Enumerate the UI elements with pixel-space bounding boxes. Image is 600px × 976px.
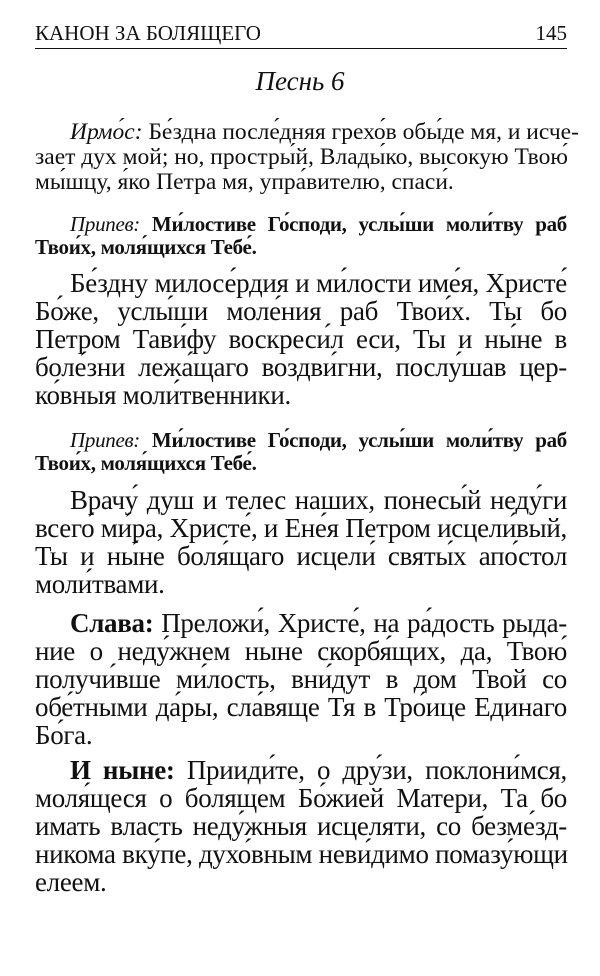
line-text: всего́ ми́ра, Христе́, и Ене́я Петром исцели́вый, <box>35 513 567 543</box>
line-text: Прииди́те, о дру́зи, поклони́мся, <box>186 755 567 785</box>
line-text: Бе́здну милосе́рдия и ми́лости име́я, Христе́ <box>70 268 567 298</box>
paragraph-label: И ныне: <box>70 755 175 785</box>
line-text: Ми́лостиве Го́споди, услы́ши моли́тву раб <box>151 428 568 452</box>
text-line <box>35 353 567 381</box>
paragraph-label: Слава: <box>70 608 154 638</box>
text-line <box>35 297 567 325</box>
refrain-paragraph <box>35 429 567 475</box>
line-text: Петром Тави́фу воскреси́л еси, Ты и ны́не в <box>35 324 567 354</box>
text-line <box>35 486 567 514</box>
text-line <box>35 812 567 840</box>
text-line <box>35 570 567 598</box>
text-line <box>35 868 567 896</box>
text-line <box>35 452 567 475</box>
troparion-paragraph <box>35 269 567 409</box>
line-text: зает дух мой; но, простры́й, Влады́ко, высокую Твою́ <box>35 144 568 170</box>
text-line <box>35 514 567 542</box>
irmos-paragraph <box>35 119 579 195</box>
text-line <box>35 542 567 570</box>
troparion-paragraph <box>35 486 567 598</box>
line-text: ние о неду́жнем ныне скорбя́щих, да, Твою́ <box>35 636 567 666</box>
line-text: получи́вше ми́лость, вни́дут в дом Твой со <box>35 664 567 694</box>
line-text: ко́вныя моли́твенники. <box>35 380 291 410</box>
line-text: елеем. <box>35 867 107 897</box>
line-text: моля́щеся о болящем Бо́жией Матери, Та бо <box>35 783 567 813</box>
text-line <box>35 756 567 784</box>
text-line <box>35 693 567 721</box>
line-text: Ми́лостиве Го́споди, услы́ши моли́тву раб <box>151 212 568 236</box>
line-text: Ты и ны́не боля́щаго исцели́ святы́х апо́стол <box>35 541 567 571</box>
refrain-paragraph <box>35 213 567 259</box>
text-line <box>35 145 567 170</box>
text-line <box>35 269 567 297</box>
line-text: моли́твами. <box>35 569 165 599</box>
text-line <box>35 381 567 409</box>
paragraph-label: Ирмо́с: <box>70 119 143 145</box>
text-line <box>35 637 567 665</box>
section-title: Песнь 6 <box>255 66 345 96</box>
text-line <box>35 170 567 195</box>
and-now-paragraph <box>35 756 567 896</box>
line-text: никома вку́пе, духо́вным неви́димо помазу́ющи <box>35 839 568 869</box>
paragraph-label: Припев: <box>70 428 140 452</box>
line-text: обе́тными да́ры, сла́вяще Тя в Тро́ице Единаго <box>35 692 567 722</box>
line-text: Бе́здна после́дняя грехо́в обы́де мя, и исче- <box>148 119 579 145</box>
paragraph-label: Припев: <box>70 212 140 236</box>
line-text: боле́зни лежа́щаго воздви́гни, послу́шав цер- <box>35 352 567 382</box>
line-text: Твои́х, моля́щихся Тебе́. <box>35 235 257 259</box>
line-text: Бо́же, услы́ши моле́ния раб Твои́х. Ты бо <box>35 296 567 326</box>
running-title: КАНОН ЗА БОЛЯЩЕГО <box>35 20 261 45</box>
text-line <box>35 840 567 868</box>
line-text: мы́шцу, я́ко Петра мя, упра́вителю, спаси́. <box>35 169 454 195</box>
glory-paragraph <box>35 609 567 749</box>
line-text: Бо́га. <box>35 720 93 750</box>
text-line <box>35 721 567 749</box>
text-line <box>35 784 567 812</box>
text-line <box>35 429 567 452</box>
line-text: Твои́х, моля́щихся Тебе́. <box>35 451 257 475</box>
running-header <box>35 18 567 49</box>
line-text: Преложи́, Христе́, на ра́дость рыда- <box>161 608 567 638</box>
text-line <box>35 119 579 145</box>
line-text: Врачу́ душ и телес наших, понесы́й неду́ги <box>70 485 567 515</box>
text-line <box>35 665 567 693</box>
page-number: 145 <box>535 20 567 45</box>
text-line <box>35 325 567 353</box>
line-text: имать власть неду́жныя исцеляти, со безме́зд- <box>35 811 567 841</box>
text-line <box>35 609 567 637</box>
text-line <box>35 236 567 259</box>
text-line <box>35 213 567 236</box>
